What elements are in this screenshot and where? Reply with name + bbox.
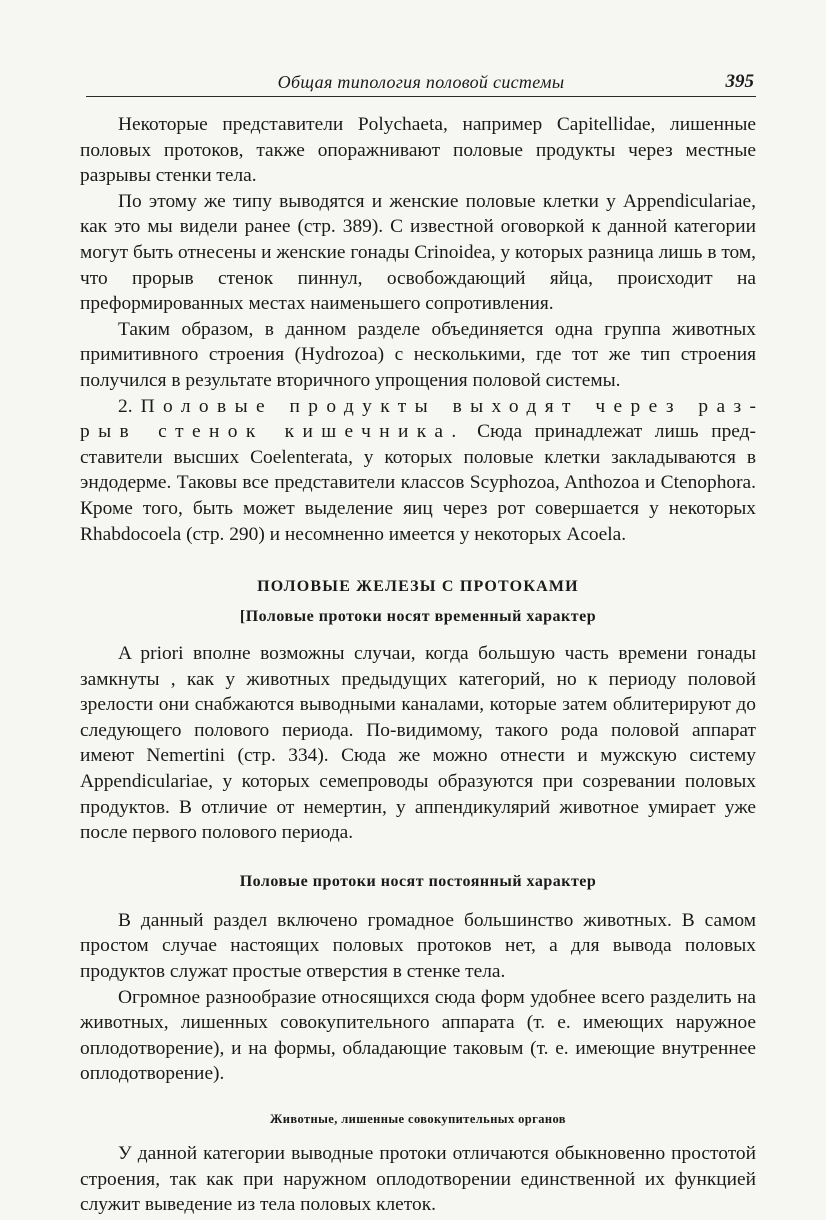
- item-text: Сюда принадлежат лишь представители высших Coelenterata, у которых половые клетки закладываются в эндодерме. Таковы все представители классов Scyphozoa, Anthozoa и Ctenophora. Кроме того, быть может выделение яиц через рот совершается у некоторых Rhabdocoela (стр. 290) и несомненно имеется у некоторых Acoela.: [80, 421, 756, 545]
- paragraph-appendicularia: По этому же типу выводятся и женские половые клетки у Appendicularіae, как это мы видели ранее (стр. 389). С известной оговоркой к данной категории могут быть отнесены и женские гонады Crinoidea, у которых разница лишь в том, что прорыв стенок пиннул, освобождающий яйца, происходит на преформированных местах наименьшего сопротивления.: [80, 190, 756, 315]
- paragraph-diversity: Огромное разнообразие относящихся сюда форм удобнее всего разделить на животных, лишенных совокупительного аппарата (т. е. имеющих наружное оплодотворение), и на формы, обладающие таковым (т. е. имеющие внутреннее оплодотворение).: [80, 986, 756, 1085]
- section-heading: ПОЛОВЫЕ ЖЕЛЕЗЫ С ПРОТОКАМИ: [257, 578, 579, 596]
- paragraph-intestine-rupture: [80, 394, 756, 548]
- paragraph-polychaeta: Некоторые представители Polychaeta, например Capitellidae, лишенные половых протоков, также опоражнивают половые продукты через местные разрывы стенки тела.: [80, 114, 756, 187]
- paragraph-ducts-simple: У данной категории выводные протоки отличаются обыкновенно простотой строения, так как при наружном оплодотворении единственной их функцией служит выведение из тела половых клеток.: [80, 1143, 756, 1216]
- paragraph-majority: В данный раздел включено громадное большинство животных. В самом простом случае настоящих половых протоков нет, а для вывода половых продуктов служат простые отверстия в стенке тела.: [80, 909, 756, 983]
- paragraph-summary: Таким образом, в данном разделе объединяется одна группа животных примитивного строения (Hydrozoa) с несколькими, где тот же тип строения получился в результате вторичного упрощения половой системы.: [80, 318, 756, 391]
- page-body: [80, 112, 756, 1218]
- page-number: 395: [725, 71, 754, 92]
- subheading-no-copulatory: Животные, лишенные совокупительных органов: [270, 1112, 566, 1126]
- running-head: [86, 66, 756, 97]
- subheading-temporary-ducts: [Половые протоки носят временный характер: [239, 608, 597, 626]
- paragraph-a-priori: A priori вполне возможны случаи, когда большую часть времени гонады замкнуты , как у животных предыдущих категорий, но к периоду половой зрелости они снабжаются выводными каналами, которые затем облитерируют до следующего полового периода. По-видимому, такого рода половой аппарат имеют Nemertini (стр. 334). Сюда же можно отнести и мужскую систему Appendiculariae, у которых семепроводы образуются при созревании половых продуктов. В отличие от немертин, у аппендикулярий животное умирает уже после первого полового периода.: [80, 643, 756, 844]
- running-title: Общая типология половой системы: [277, 72, 565, 92]
- item-spaced-title: Половые продукты выходят через разрыв стенок кишечника.: [80, 395, 757, 443]
- subheading-permanent-ducts: Половые протоки носят постоянный характер: [239, 872, 597, 890]
- item-number: 2.: [118, 395, 141, 417]
